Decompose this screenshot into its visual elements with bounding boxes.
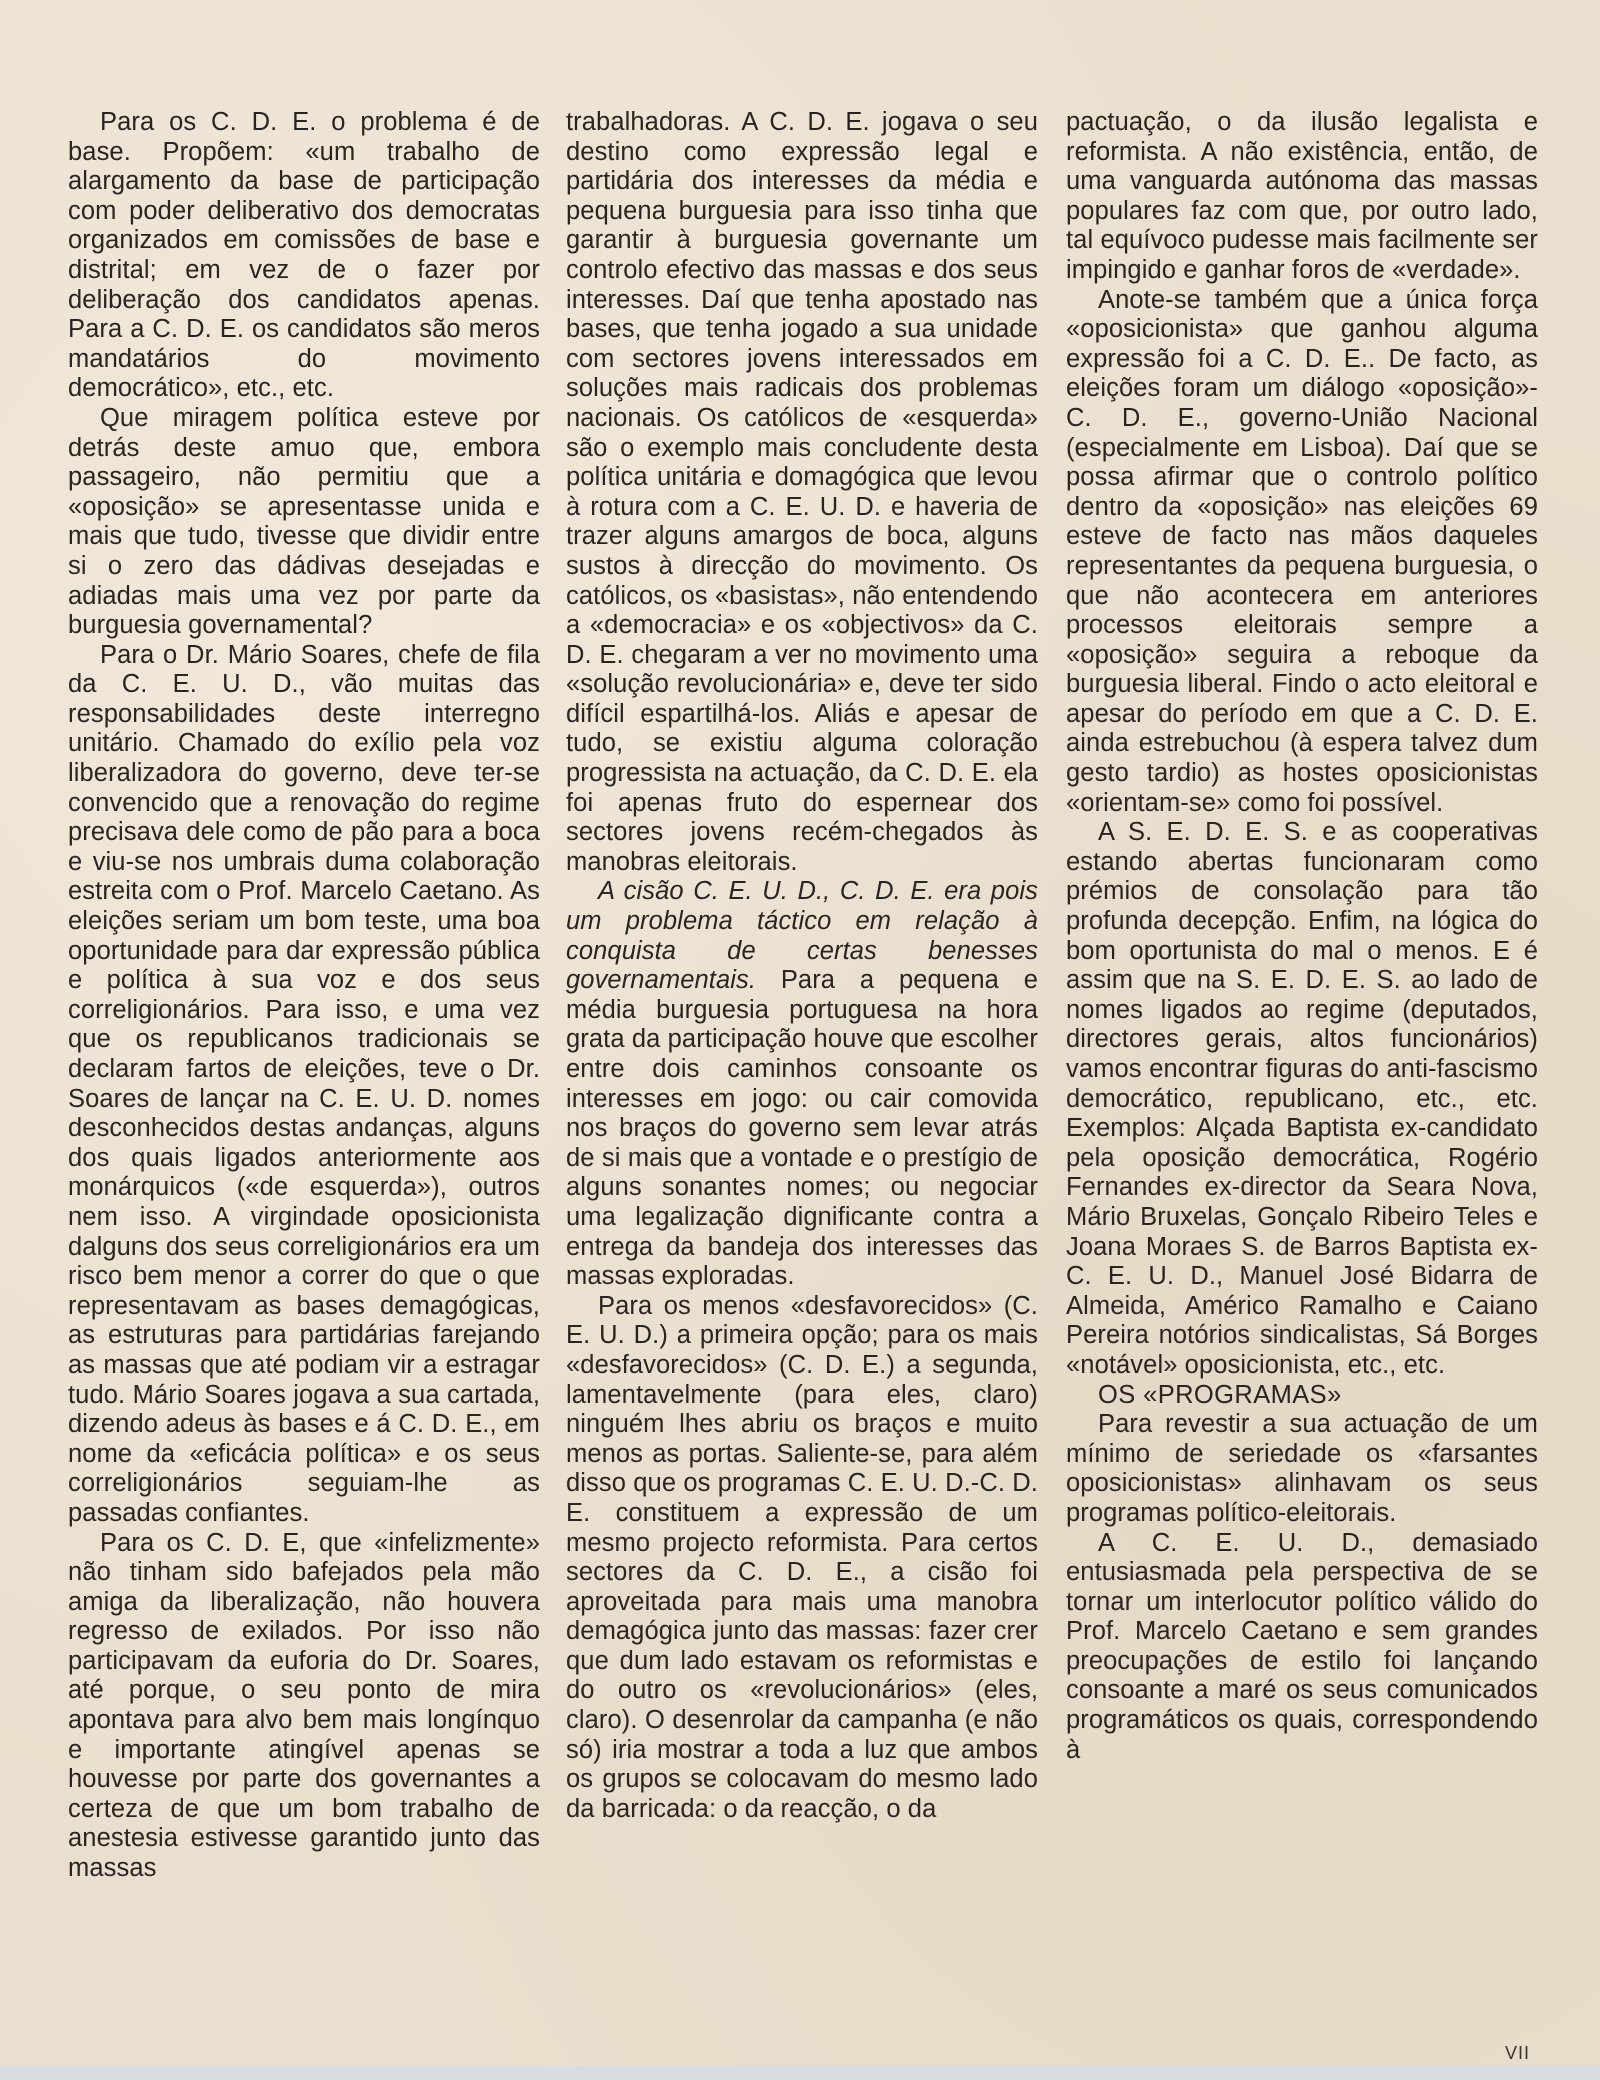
paragraph: Para o Dr. Mário Soares, chefe de fila da C. E. U. D., vão muitas das responsabilidades deste interregno unitário. Chamado do exílio pela voz liberalizadora do governo, deve ter-se convencido que a renovação do regime precisava dele como de pão para a boca e viu-se nos umbrais duma colaboração estreita com o Prof. Marcelo Caetano. As eleições seriam um bom teste, uma boa oportunidade para dar expressão pública e política à sua voz e dos seus correligionários. Para isso, e uma vez que os republicanos tradicionais se declaram fartos de eleições, teve o Dr. Soares de lançar na C. E. U. D. nomes desconhecidos destas andanças, alguns dos quais ligados anteriormente aos monárquicos («de esquerda»), outros nem isso. A virgindade oposicionista dalguns dos seus correligionários era um risco bem menor a correr do que o que representavam as bases demagógicas, as estruturas para partidárias farejando as massas que até podiam vir a estragar tudo. Mário Soares jogava a sua cartada, dizendo adeus às bases e á C. D. E., em nome da «eficácia política» e os seus correligionários seguiam-lhe as passadas confiantes. bbox=[68, 640, 540, 1527]
paragraph-text: Para a pequena e média burguesia portuguesa na hora grata da participação houve que escolher entre dois caminhos consoante os interesses em jogo: ou cair comovida nos braços do governo sem levar atrás de si mais que a vontade e o prestígio de alguns sonantes nomes; ou negociar uma legalização dignificante contra a entrega da bandeja dos interesses das massas exploradas. bbox=[566, 966, 1038, 1291]
paragraph: A S. E. D. E. S. e as cooperativas estando abertas funcionaram como prémios de consolação para tão profunda decepção. Enfim, na lógica do bom oportunista do mal o menos. E é assim que na S. E. D. E. S. ao lado de nomes ligados ao regime (deputados, directores gerais, altos funcionários) vamos encontrar figuras do anti-fascismo democrático, republicano, etc., etc. Exemplos: Alçada Baptista ex-candidato pela oposição democrática, Rogério Fernandes ex-director da Seara Nova, Mário Bruxelas, Gonçalo Ribeiro Teles e Joana Moraes S. de Barros Baptista ex-C. E. U. D., Manuel José Bidarra de Almeida, Américo Ramalho e Caiano Pereira notórios sindicalistas, Sá Borges «notável» oposicionista, etc., etc. bbox=[1066, 818, 1538, 1379]
paragraph: A C. E. U. D., demasiado entusiasmada pela perspectiva de se tornar um interlocutor político válido do Prof. Marcelo Caetano e sem grandes preocupações de estilo foi lançando consoante a maré os seus comunicados programáticos os quais, correspondendo à bbox=[1066, 1528, 1538, 1764]
text-column-3 bbox=[1066, 108, 1538, 1765]
paragraph: Para os menos «desfavorecidos» (C. E. U. D.) a primeira opção; para os mais «desfavorecidos» (C. D. E.) a segunda, lamentavelmente (para eles, claro) ninguém lhes abriu os braços e muito menos as portas. Saliente-se, para além disso que os programas C. E. U. D.-C. D. E. constituem a expressão de um mesmo projecto reformista. Para certos sectores da C. D. E., a cisão foi aproveitada para mais uma manobra demagógica junto das massas: fazer crer que dum lado estavam os reformistas e do outro os «revolucionários» (eles, claro). O desenrolar da campanha (e não só) iria mostrar a toda a luz que ambos os grupos se colocavam do mesmo lado da barricada: o da reacção, o da bbox=[566, 1291, 1038, 1823]
scan-edge bbox=[0, 2066, 1600, 2080]
paragraph: Anote-se também que a única força «oposicionista» que ganhou alguma expressão foi a C. D. E.. De facto, as eleições foram um diálogo «oposição»-C. D. E., governo-União Nacional (especialmente em Lisboa). Daí que se possa afirmar que o controlo político dentro da «oposição» nas eleições 69 esteve de facto nas mãos daqueles representantes da pequena burguesia, o que não acontecera em anteriores processos eleitorais sempre a «oposição» seguira a reboque da burguesia liberal. Findo o acto eleitoral e apesar do período em que a C. D. E. ainda estrebuchou (à espera talvez dum gesto tardio) as hostes oposicionistas «orientam-se» como foi possível. bbox=[1066, 285, 1538, 817]
paragraph: Para revestir a sua actuação de um mínimo de seriedade os «farsantes oposicionistas» alinhavam os seus programas político-eleitorais. bbox=[1066, 1410, 1538, 1527]
paragraph: pactuação, o da ilusão legalista e reformista. A não existência, então, de uma vanguarda autónoma das massas populares faz com que, por outro lado, tal equívoco pudesse mais facilmente ser impingido e ganhar foros de «verdade». bbox=[1066, 108, 1538, 284]
text-column-2 bbox=[566, 108, 1038, 1824]
paragraph: Para os C. D. E. o problema é de base. Propõem: «um trabalho de alargamento da base de participação com poder deliberativo dos democratas organizados em comissões de base e distrital; em vez de o fazer por deliberação dos candidatos apenas. Para a C. D. E. os candidatos são meros mandatários do movimento democrático», etc., etc. bbox=[68, 108, 540, 403]
italic-emphasis: A cisão C. E. U. D., C. D. E. era pois um problema táctico em relação à conquista de certas benesses governamentais. bbox=[566, 877, 1038, 995]
section-heading: OS «PROGRAMAS» bbox=[1098, 1380, 1342, 1409]
paragraph bbox=[566, 877, 1038, 1291]
paragraph: trabalhadoras. A C. D. E. jogava o seu destino como expressão legal e partidária dos interesses da média e pequena burguesia para isso tinha que garantir à burguesia governante um controlo efectivo das massas e dos seus interesses. Daí que tenha apostado nas bases, que tenha jogado a sua unidade com sectores jovens interessados em soluções mais radicais dos problemas nacionais. Os católicos de «esquerda» são o exemplo mais concludente desta política unitária e domagógica que levou à rotura com a C. E. U. D. e haveria de trazer alguns amargos de boca, alguns sustos à direcção do movimento. Os católicos, os «basistas», não entendendo a «democracia» e os «objectivos» da C. D. E. chegaram a ver no movimento uma «solução revolucionária» e, deve ter sido difícil espartilhá-los. Aliás e apesar de tudo, se existiu alguma coloração progressista na actuação, da C. D. E. ela foi apenas fruto do espernear dos sectores jovens recém-chegados às manobras eleitorais. bbox=[566, 108, 1038, 876]
paragraph: Que miragem política esteve por detrás deste amuo que, embora passageiro, não permitiu que a «oposição» se apresentasse unida e mais que tudo, tivesse que dividir entre si o zero das dádivas desejadas e adiadas mais uma vez por parte da burguesia governamental? bbox=[68, 403, 540, 640]
paragraph: Para os C. D. E, que «infelizmente» não tinham sido bafejados pela mão amiga da liberalização, não houvera regresso de exilados. Por isso não participavam da euforia do Dr. Soares, até porque, o seu ponto de mira apontava para alvo bem mais longínquo e importante atingível apenas se houvesse por parte dos governantes a certeza de que um bom trabalho de anestesia estivesse garantido junto das massas bbox=[68, 1528, 540, 1883]
text-column-1 bbox=[68, 108, 540, 1884]
page-number: VII bbox=[1504, 2043, 1530, 2063]
